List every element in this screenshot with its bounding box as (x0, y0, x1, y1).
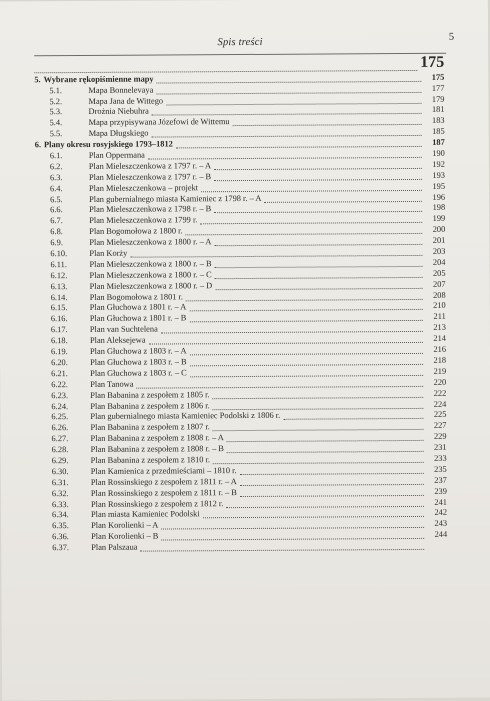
toc-entry-page: 177 (424, 83, 444, 93)
toc-entry-page: 196 (425, 192, 445, 202)
toc-entry-number: 6.5. (35, 195, 86, 205)
toc-entry-number: 6.8. (35, 227, 86, 237)
toc-entry-title: Plan Mieleszczenkowa z 1800 r. – C (87, 270, 212, 281)
toc-entry-title: Plan Tanowa (87, 379, 133, 389)
toc-entry-title: Drożnia Niebuhra (86, 107, 149, 117)
toc-entry-title: Plan Mieleszczenkowa z 1799 r. (86, 216, 197, 227)
toc-entry-page: 220 (426, 377, 446, 387)
toc-entry-title: Plan Mieleszczenkowa z 1800 r. – B (86, 259, 211, 270)
toc-entry-page: 193 (425, 171, 445, 181)
toc-entry-page: 204 (425, 258, 445, 268)
toc-entry-number: 6.28. (37, 445, 88, 455)
toc-entry-number: 5.4. (35, 118, 86, 128)
toc-entry-title: Plan Mieleszczenkowa z 1800 r. – D (87, 281, 213, 292)
toc-entry-title: Plan Korolienki – B (88, 532, 158, 542)
toc-entry-page: 187 (425, 138, 445, 148)
toc-entry-title: Plan gubernialnego miasta Kamieniec z 1798 r. – A (86, 193, 261, 204)
table-of-contents (34, 61, 447, 554)
header-title: Spis treści (34, 36, 446, 50)
toc-entry-number: 5.5. (35, 129, 86, 139)
toc-entry-number: 5. (34, 75, 40, 85)
toc-entry-title: Mapa Jana de Wittego (85, 96, 163, 106)
toc-entry-page: 183 (425, 116, 445, 126)
toc-entry-title: Plan Głuchowa z 1803 r. – B (87, 357, 187, 368)
toc-entry-page: 185 (425, 127, 445, 137)
leader-dots (141, 549, 425, 552)
toc-entry-title: Plan Głuchowa z 1801 r. – A (87, 303, 187, 314)
toc-entry-title: Plan Rossinskiego z zespołem z 1811 r. – B (88, 488, 237, 499)
toc-entry-number: 6.11. (35, 260, 86, 270)
toc-entry-number: 6.17. (36, 325, 87, 335)
toc-entry-title: Plan Babanina z zespołem z 1806 r. (87, 401, 209, 412)
toc-entry-number: 6.13. (36, 282, 87, 292)
toc-entry-title: Plan Głuchowa z 1801 r. – B (87, 314, 187, 325)
toc-entry-number: 6.26. (36, 423, 87, 433)
toc-entry-number: 6.7. (35, 216, 86, 226)
toc-entry-number: 6.35. (37, 521, 88, 531)
toc-entry-title: Plan Palszaua (88, 543, 137, 553)
toc-entry-title: Plan Mieleszczenkowa z 1797 r. – A (86, 161, 211, 172)
toc-entry-number: 6.14. (36, 293, 87, 303)
toc-entry-number: 6.21. (36, 369, 87, 379)
toc-entry-number: 6.20. (36, 358, 87, 368)
toc-entry-page: 199 (425, 214, 445, 224)
toc-entry-page: 216 (426, 345, 446, 355)
toc-entry-title: Plany okresu rosyjskiego 1793–1812 (41, 140, 173, 151)
toc-entry-page: 192 (425, 160, 445, 170)
toc-entry-number: 6.15. (36, 303, 87, 313)
toc-entry-title: Plan Głuchowa z 1803 r. – C (87, 368, 187, 379)
toc-entry-page: 231 (427, 443, 447, 453)
toc-entry-title: Plan Mieleszczenkowa – projekt (86, 183, 198, 194)
toc-entry-title: Mapa Bonnelevaya (85, 85, 153, 95)
toc-entry-title: Plan Mieleszczenkowa z 1798 r. – B (86, 205, 211, 216)
toc-entry-page: 207 (426, 279, 446, 289)
toc-entry-title: Plan Babanina z zespołem z 1810 r. (88, 455, 210, 466)
toc-entry-number: 6.23. (36, 391, 87, 401)
page-number: 5 (449, 32, 454, 43)
toc-entry-page: 243 (427, 519, 447, 529)
toc-entry-page: 214 (426, 334, 446, 344)
toc-entry-page: 244 (427, 530, 447, 540)
toc-entry-number: 6.12. (36, 271, 87, 281)
toc-entry-page: 190 (425, 149, 445, 159)
toc-entry-title: Plan van Suchtelena (87, 325, 158, 335)
toc-entry-page: 195 (425, 181, 445, 191)
toc-entry-page: 233 (427, 454, 447, 464)
toc-entry-number: 6.18. (36, 336, 87, 346)
toc-entry-page: 205 (426, 269, 446, 279)
toc-entry-number: 6.36. (37, 532, 88, 542)
toc-entry-page: 211 (426, 312, 446, 322)
toc-entry-number: 5.2. (34, 97, 85, 107)
toc-entry-page: 237 (427, 476, 447, 486)
toc-entry-number: 6.33. (37, 499, 88, 509)
toc-entry-title: Plan Bogomołowa z 1801 r. (87, 292, 183, 303)
toc-entry-number: 6.6. (35, 205, 86, 215)
toc-entry-number: 6.24. (36, 401, 87, 411)
toc-entry-page: 210 (426, 301, 446, 311)
toc-entry-page: 224 (426, 399, 446, 409)
toc-entry-title: Plan gubernialnego miasta Kamieniec Podolski z 1806 r. (87, 411, 280, 422)
toc-entry-title: Plan Babanina z zespołem z 1805 r. (87, 390, 209, 401)
toc-entry-page: 218 (426, 356, 446, 366)
toc-entry-number: 6.1. (35, 151, 86, 161)
toc-entry-page: 219 (426, 367, 446, 377)
toc-entry-title: Mapa przypisywana Józefowi de Wittemu (86, 117, 230, 128)
toc-entry-number: 5.1. (34, 86, 85, 96)
toc-entry-title: Plan Babanina z zespołem z 1808 r. – A (88, 433, 224, 444)
toc-entry-page: 208 (426, 290, 446, 300)
toc-entry-number: 6.32. (37, 489, 88, 499)
toc-lead-page: 175 (420, 54, 444, 72)
toc-entry-page: 175 (424, 73, 444, 83)
toc-entry-number: 6.31. (37, 478, 88, 488)
toc-entry-page: 201 (425, 236, 445, 246)
toc-entry-title: Plan Mieleszczenkowa z 1800 r. – A (86, 237, 211, 248)
toc-entry-number: 6.19. (36, 347, 87, 357)
toc-entry-number: 6.29. (37, 456, 88, 466)
toc-entry-number: 6.9. (35, 238, 86, 248)
toc-entry-number: 6.3. (35, 173, 86, 183)
toc-entry-page: 222 (426, 388, 446, 398)
toc-entry-page: 200 (425, 225, 445, 235)
toc-entry-number: 6.10. (35, 249, 86, 259)
toc-entry-page: 213 (426, 323, 446, 333)
running-header (34, 32, 446, 55)
toc-entry-number: 6.27. (37, 434, 88, 444)
toc-entry-title: Plan Babanina z zespołem z 1807 r. (87, 422, 209, 433)
toc-entry-page: 227 (426, 421, 446, 431)
toc-entry-number: 5.3. (35, 107, 86, 117)
toc-entry-title: Plan Korolienki – A (88, 521, 158, 531)
toc-entry-title: Plan miasta Kamieniec Podolski (88, 510, 200, 521)
toc-entry-title: Plan Rossinskiego z zespołem z 1812 r. (88, 499, 223, 510)
toc-entry-number: 6.4. (35, 184, 86, 194)
toc-entry-number: 6.16. (36, 314, 87, 324)
toc-entry-page: 225 (426, 410, 446, 420)
toc-entry-title: Plan Kamienica z przedmieściami – 1810 r. (88, 466, 237, 477)
toc-entry-page: 203 (425, 247, 445, 257)
toc-entry-page: 235 (427, 465, 447, 475)
toc-entry-title: Wybrane rękopiśmienne mapy (41, 74, 154, 85)
toc-entry-title: Plan Korży (86, 249, 127, 259)
toc-entry-number: 6.30. (37, 467, 88, 477)
toc-entry-page: 241 (427, 497, 447, 507)
toc-entry-page: 179 (424, 94, 444, 104)
toc-entry-number: 6.2. (35, 162, 86, 172)
toc-entry-number: 6.34. (37, 510, 88, 520)
toc-entry-number: 6. (35, 140, 41, 150)
toc-entry-number: 6.22. (36, 380, 87, 390)
toc-entry-page: 242 (427, 508, 447, 518)
toc-entry-number: 6.25. (36, 412, 87, 422)
toc-entry-title: Plan Bogomołowa z 1800 r. (86, 227, 182, 238)
toc-entry-title: Plan Głuchowa z 1803 r. – A (87, 346, 187, 357)
toc-entry-page: 198 (425, 203, 445, 213)
toc-entry-title: Plan Babanina z zespołem z 1808 r. – B (88, 444, 224, 455)
toc-entry-title: Plan Mieleszczenkowa z 1797 r. – B (86, 172, 211, 183)
toc-entry-page: 181 (425, 105, 445, 115)
toc-entry-page: 229 (427, 432, 447, 442)
toc-entry-page: 239 (427, 486, 447, 496)
toc-entry-title: Plan Oppermana (86, 151, 145, 161)
toc-entry-title: Mapa Długskiego (86, 129, 149, 139)
toc-entry-number: 6.37. (37, 543, 88, 553)
toc-entry-title: Plan Aleksejewa (87, 336, 146, 346)
toc-entry-title: Plan Rossinskiego z zespołem z 1811 r. – A (88, 477, 237, 488)
